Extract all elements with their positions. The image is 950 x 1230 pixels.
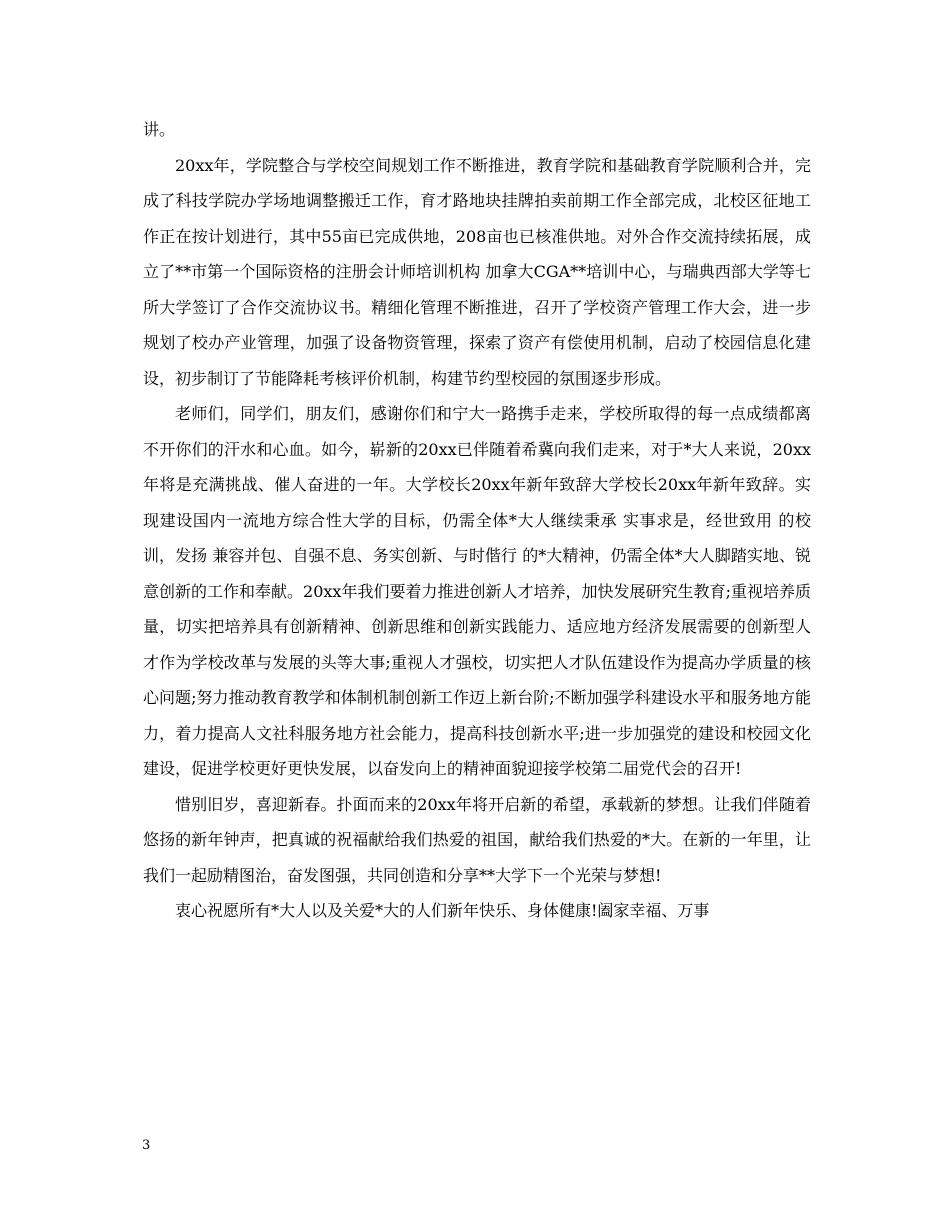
paragraph-wishes: 衷心祝愿所有*大人以及关爱*大的人们新年快乐、身体健康!阖家幸福、万事 [175, 901, 710, 920]
page-number: 3 [142, 1138, 151, 1153]
paragraph-campus-planning: 20xx年，学院整合与学校空间规划工作不断推进，教育学院和基础教育学院顺利合并，完成了科技学院办学场地调整搬迁工作，育才路地块挂牌拍卖前期工作全部完成，北校区征地工作正在按计划进行，其中55亩已完成供地，208亩也已核准供地。对外合作交流持续拓展，成立了**市第一个国际资格的注册会计师培训机构 加拿大CGA**培训中心，与瑞典西部大学等七所大学签订了合作交流协议书。精细化管理不断推进，召开了学校资产管理工作大会，进一步规划了校办产业管理，加强了设备物资管理，探索了资产有偿使用机制，启动了校园信息化建设，初步制订了节能降耗考核评价机制，构建节约型校园的氛围逐步形成。 [143, 155, 811, 388]
paragraph-thanks-and-goals: 老师们，同学们，朋友们，感谢你们和宁大一路携手走来，学校所取得的每一点成绩都离不开你们的汗水和心血。如今，崭新的20xx已伴随着希冀向我们走来，对于*大人来说，20xx年将是充满挑战、催人奋进的一年。大学校长20xx年新年致辞大学校长20xx年新年致辞。实现建设国内一流地方综合性大学的目标，仍需全体*大人继续秉承 实事求是，经世致用 的校训，发扬 兼容并包、自强不息、务实创新、与时偕行 的*大精神，仍需全体*大人脚踏实地、锐意创新的工作和奉献。20xx年我们要着力推进创新人才培养，加快发展研究生教育;重视培养质量，切实把培养具有创新精神、创新思维和创新实践能力、适应地方经济发展需要的创新型人才作为学校改革与发展的头等大事;重视人才强校，切实把人才队伍建设作为提高办学质量的核心问题;努力推动教育教学和体制机制创新工作迈上新台阶;不断加强学科建设水平和服务地方能力，着力提高人文社科服务地方社会能力，提高科技创新水平;进一步加强党的建设和校园文化建设，促进学校更好更快发展，以奋发向上的精神面貌迎接学校第二届党代会的召开! [143, 404, 811, 778]
body-text [143, 112, 811, 929]
paragraph-continuation: 讲。 [143, 120, 176, 139]
paragraph-new-year: 惜别旧岁，喜迎新春。扑面而来的20xx年将开启新的希望，承载新的梦想。让我们伴随着悠扬的新年钟声，把真诚的祝福献给我们热爱的祖国，献给我们热爱的*大。在新的一年里，让我们一起励精图治，奋发图强，共同创造和分享**大学下一个光荣与梦想! [143, 794, 811, 885]
